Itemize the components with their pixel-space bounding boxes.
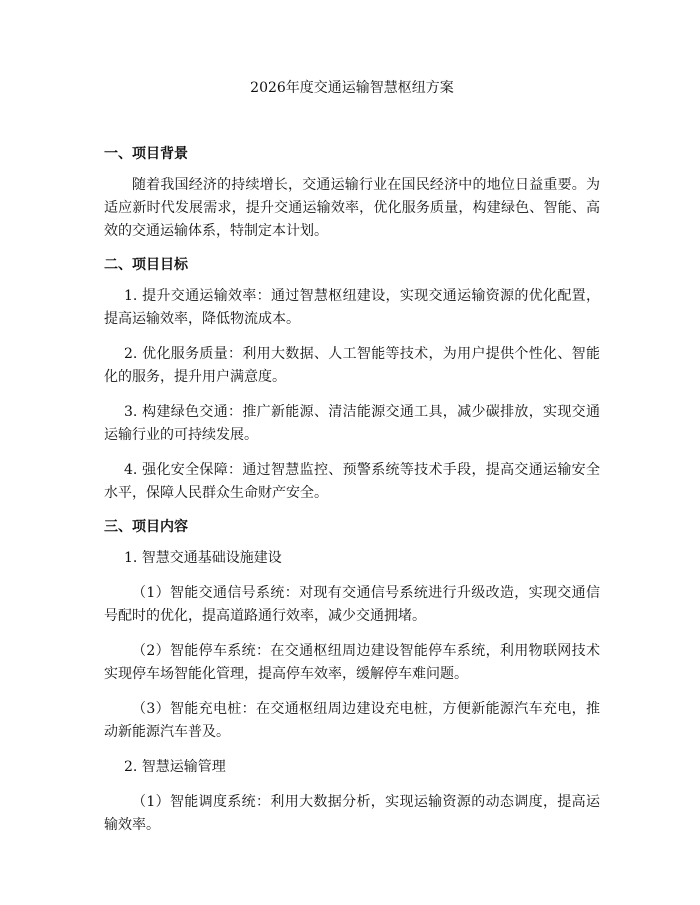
document-title: 2026年度交通运输智慧枢纽方案	[250, 80, 454, 96]
transport-management-item-1: （1）智能调度系统：利用大数据分析，实现运输资源的动态调度，提高运输效率。	[104, 794, 600, 833]
infrastructure-item-3: （3）智能充电桩：在交通枢纽周边建设充电桩，方便新能源汽车充电，推动新能源汽车普及。	[104, 701, 600, 740]
goal-item-2: 2. 优化服务质量：利用大数据、人工智能等技术，为用户提供个性化、智能化的服务，提升用户满意度。	[104, 346, 600, 385]
infrastructure-item-2: （2）智能停车系统：在交通枢纽周边建设智能停车系统，利用物联网技术实现停车场智能化管理，提高停车效率，缓解停车难问题。	[104, 643, 600, 682]
goal-item-4: 4. 强化安全保障：通过智慧监控、预警系统等技术手段，提高交通运输安全水平，保障人民群众生命财产安全。	[104, 462, 600, 501]
section-heading-goals: 二、项目目标	[104, 257, 188, 273]
document-body	[104, 78, 600, 849]
background-paragraph: 随着我国经济的持续增长，交通运输行业在国民经济中的地位日益重要。为适应新时代发展需求，提升交通运输效率，优化服务质量，构建绿色、智能、高效的交通运输体系，特制定本计划。	[104, 177, 600, 239]
subsection-title-infrastructure: 1. 智慧交通基础设施建设	[124, 550, 282, 566]
section-heading-content: 三、项目内容	[104, 519, 188, 535]
goal-item-1: 1. 提升交通运输效率：通过智慧枢纽建设，实现交通运输资源的优化配置，提高运输效率，降低物流成本。	[104, 288, 600, 327]
subsection-title-transport-management: 2. 智慧运输管理	[124, 759, 226, 775]
infrastructure-item-1: （1）智能交通信号系统：对现有交通信号系统进行升级改造，实现交通信号配时的优化，提高道路通行效率，减少交通拥堵。	[104, 585, 600, 624]
section-heading-background: 一、项目背景	[104, 146, 188, 162]
goal-item-3: 3. 构建绿色交通：推广新能源、清洁能源交通工具，减少碳排放，实现交通运输行业的可持续发展。	[104, 404, 600, 443]
